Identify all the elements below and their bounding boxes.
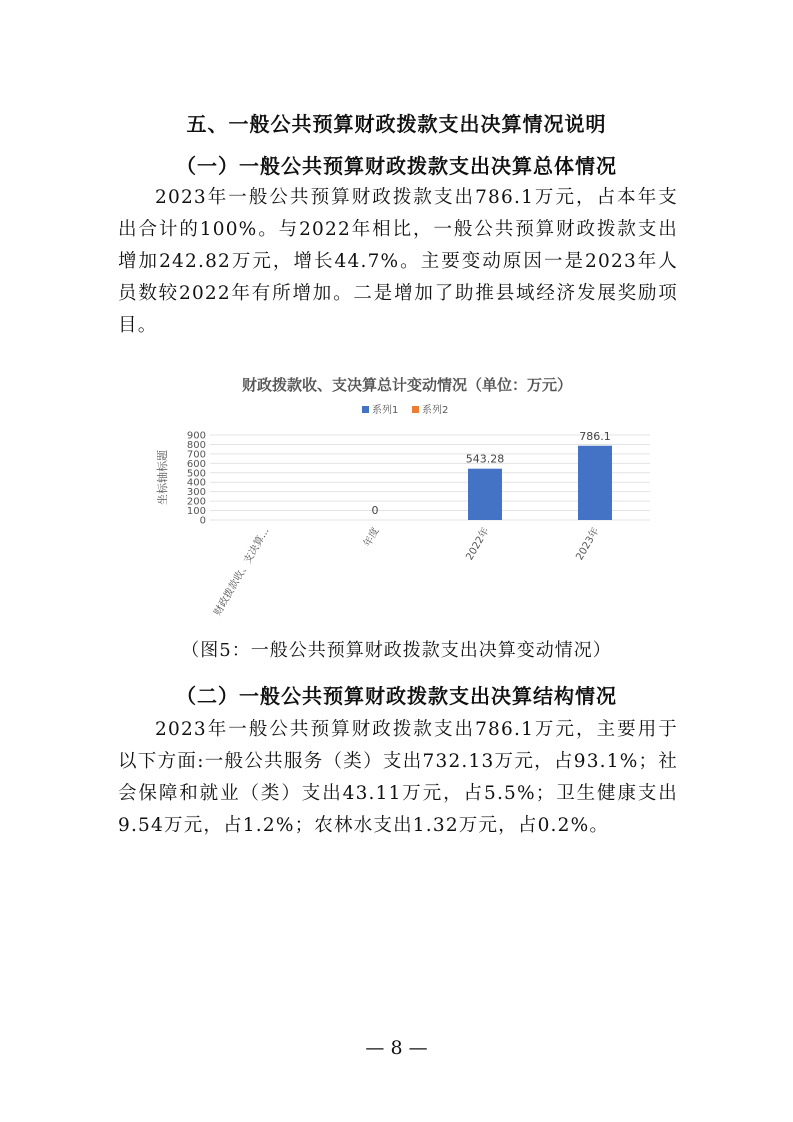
y-tick-label: 900 <box>186 430 206 442</box>
data-label-4: 786.1 <box>579 429 611 443</box>
y-tick-label: 200 <box>186 496 206 508</box>
y-tick-label: 600 <box>186 458 206 470</box>
section-title: 五、一般公共预算财政拨款支出决算情况说明 <box>186 112 607 136</box>
x-tick-label-1: 财政拨款收、支决算... <box>212 526 272 618</box>
bar-3 <box>468 469 502 520</box>
y-tick-label: 300 <box>186 487 206 499</box>
subsection-1-body <box>118 182 678 342</box>
bar-chart <box>152 370 662 620</box>
legend-label-1: 系列1 <box>372 405 399 416</box>
legend-swatch-1 <box>362 406 369 413</box>
chart-title: 财政拨款收、支决算总计变动情况（单位：万元） <box>241 376 573 394</box>
y-tick-label: 800 <box>186 439 206 451</box>
y-axis-title: 坐标轴标题 <box>156 450 169 505</box>
legend-label-2: 系列2 <box>422 405 449 416</box>
y-tick-label: 100 <box>186 506 206 518</box>
y-tick-label: 400 <box>186 477 206 489</box>
subsection-2-body <box>118 714 678 842</box>
y-axis-ticks <box>187 431 206 527</box>
y-tick-label: 0 <box>199 515 206 527</box>
legend-swatch-2 <box>412 406 419 413</box>
x-tick-label-3: 2022年 <box>464 526 492 563</box>
y-tick-label: 500 <box>186 468 206 480</box>
figure-caption: （图5：一般公共预算财政拨款支出决算变动情况） <box>181 640 612 661</box>
x-tick-label-2: 年度 <box>362 526 382 549</box>
bar-4 <box>578 446 612 520</box>
subsection-2-title: （二）一般公共预算财政拨款支出决算结构情况 <box>176 684 617 708</box>
x-axis-ticks <box>211 525 602 618</box>
y-tick-label: 700 <box>186 449 206 461</box>
chart-legend <box>362 403 448 416</box>
paragraph-overall: 2023年一般公共预算财政拨款支出786.1万元，占本年支出合计的100%。与2022年相比，一般公共预算财政拨款支出增加242.82万元，增长44.7%。主要变动原因一是2023年人员数较2022年有所增加。二是增加了助推县域经济发展奖励项目。 <box>118 187 678 336</box>
x-tick-label-4: 2023年 <box>574 526 602 563</box>
data-label-3: 543.28 <box>465 452 505 466</box>
page-number: — 8 — <box>365 1037 428 1059</box>
data-label-2: 0 <box>371 504 379 517</box>
subsection-1-title: （一）一般公共预算财政拨款支出决算总体情况 <box>176 154 617 178</box>
paragraph-structure: 2023年一般公共预算财政拨款支出786.1万元，主要用于以下方面:一般公共服务（类）支出732.13万元，占93.1%；社会保障和就业（类）支出43.11万元，占5.5%；卫生健康支出9.54万元，占1.2%；农林水支出1.32万元，占0.2%。 <box>118 719 678 836</box>
